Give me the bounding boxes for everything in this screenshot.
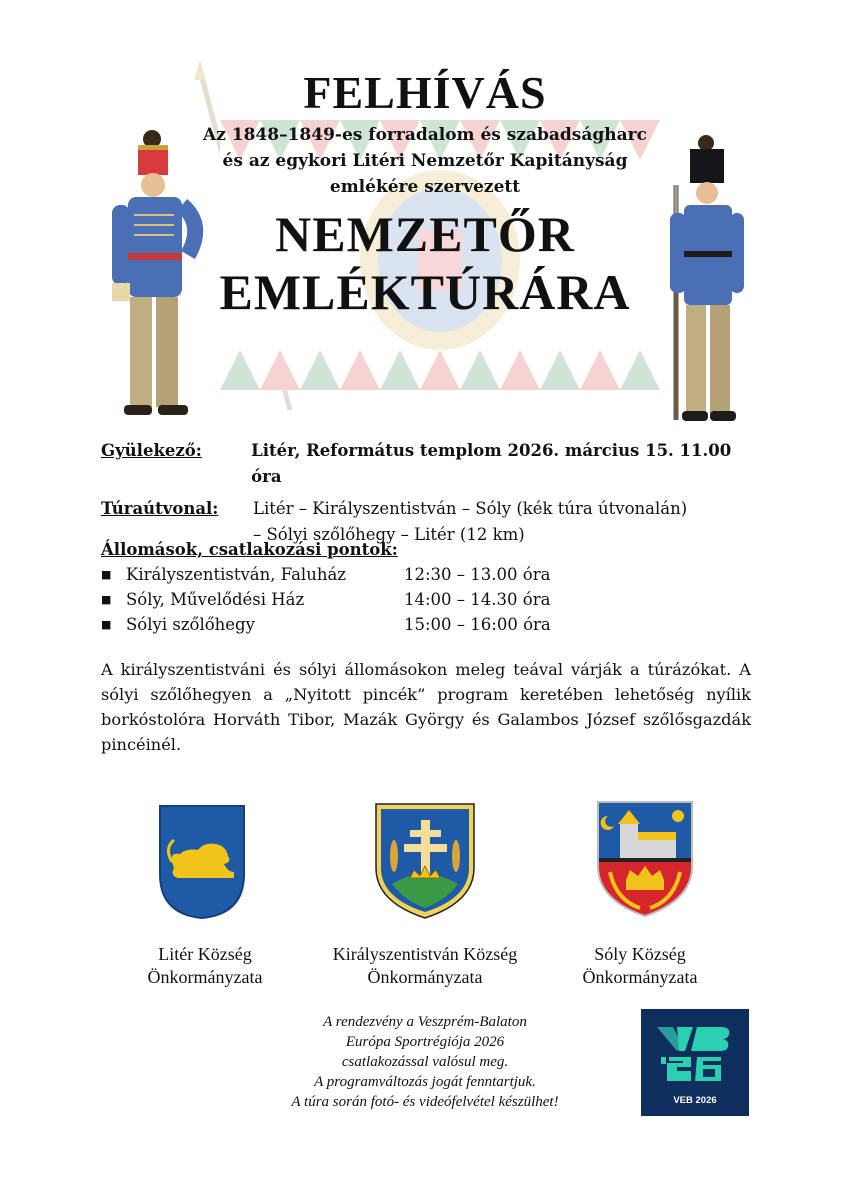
crest-label-kiralyszentistvan xyxy=(310,943,540,989)
liter-crest-icon xyxy=(158,804,246,920)
subtitle xyxy=(0,122,850,200)
kiralyszentistvan-crest-icon xyxy=(374,802,476,920)
station-name: Sóly, Művelődési Ház xyxy=(126,590,305,609)
list-item xyxy=(101,612,551,637)
crest-label-line: Önkormányzata xyxy=(147,967,263,987)
footer-line: A rendezvény a Veszprém-Balaton xyxy=(323,1014,527,1030)
gathering-row xyxy=(101,438,761,490)
crest-label-line: Önkormányzata xyxy=(582,967,698,987)
list-item xyxy=(101,587,551,612)
crest-label-line: Királyszentistván Község xyxy=(332,944,518,964)
veb-mark-icon xyxy=(655,1023,735,1085)
event-title-line: EMLÉKTÚRÁRA xyxy=(219,264,631,320)
station-time: 15:00 – 16:00 óra xyxy=(404,615,551,634)
route-label: Túraútvonal: xyxy=(101,499,219,518)
description-paragraph: A királyszentistváni és sólyi állomásokon meleg teával várják a túrázókat. A sólyi szőlőhegyen a „Nyitott pincék” program keretében lehetőség nyílik borkóstolóra Horváth Tibor, Mazák György és Galambos József szőlősgazdák pincéinél. xyxy=(101,660,751,754)
subtitle-line: Az 1848–1849-es forradalom és szabadságharc xyxy=(203,125,647,145)
footer-line: csatlakozással valósul meg. xyxy=(341,1054,509,1070)
square-bullet-icon: ■ xyxy=(101,618,112,631)
footer-line: A programváltozás jogát fenntartjuk. xyxy=(314,1074,536,1090)
list-item xyxy=(101,562,551,587)
crest-label-soly xyxy=(555,943,725,989)
event-title-line: NEMZETŐR xyxy=(275,206,575,262)
crest-label-line: Sóly Község xyxy=(594,944,686,964)
page-title: FELHÍVÁS xyxy=(303,67,547,118)
event-info xyxy=(101,438,761,548)
square-bullet-icon: ■ xyxy=(101,568,112,581)
route-line: – Sólyi szőlőhegy – Litér (12 km) xyxy=(253,525,525,544)
footer-line: A túra során fotó- és videófelvétel készülhet! xyxy=(291,1094,559,1110)
gathering-value: Litér, Református templom 2026. március 15. 11.00 óra xyxy=(251,441,732,486)
veb-2026-logo xyxy=(641,1009,749,1116)
veb-caption: VEB 2026 xyxy=(673,1095,717,1106)
square-bullet-icon: ■ xyxy=(101,593,112,606)
station-name: Királyszentistván, Faluház xyxy=(126,565,346,584)
station-name: Sólyi szőlőhegy xyxy=(126,615,255,634)
subtitle-line: és az egykori Litéri Nemzetőr Kapitányság xyxy=(222,151,628,171)
subtitle-line: emlékére szervezett xyxy=(329,177,521,197)
footer-note xyxy=(255,1012,595,1112)
station-time: 14:00 – 14.30 óra xyxy=(404,590,551,609)
event-title xyxy=(0,205,850,321)
station-time: 12:30 – 13.00 óra xyxy=(404,565,551,584)
gathering-label: Gyülekező: xyxy=(101,441,202,460)
crest-label-line: Önkormányzata xyxy=(367,967,483,987)
stations-list xyxy=(101,538,551,637)
route-line: Litér – Királyszentistván – Sóly (kék túra útvonalán) xyxy=(253,499,688,518)
crest-label-line: Litér Község xyxy=(158,944,252,964)
soly-crest-icon xyxy=(596,800,694,918)
stations-heading: Állomások, csatlakozási pontok: xyxy=(101,540,398,559)
footer-line: Európa Sportrégiója 2026 xyxy=(345,1034,505,1050)
crest-label-liter xyxy=(115,943,295,989)
